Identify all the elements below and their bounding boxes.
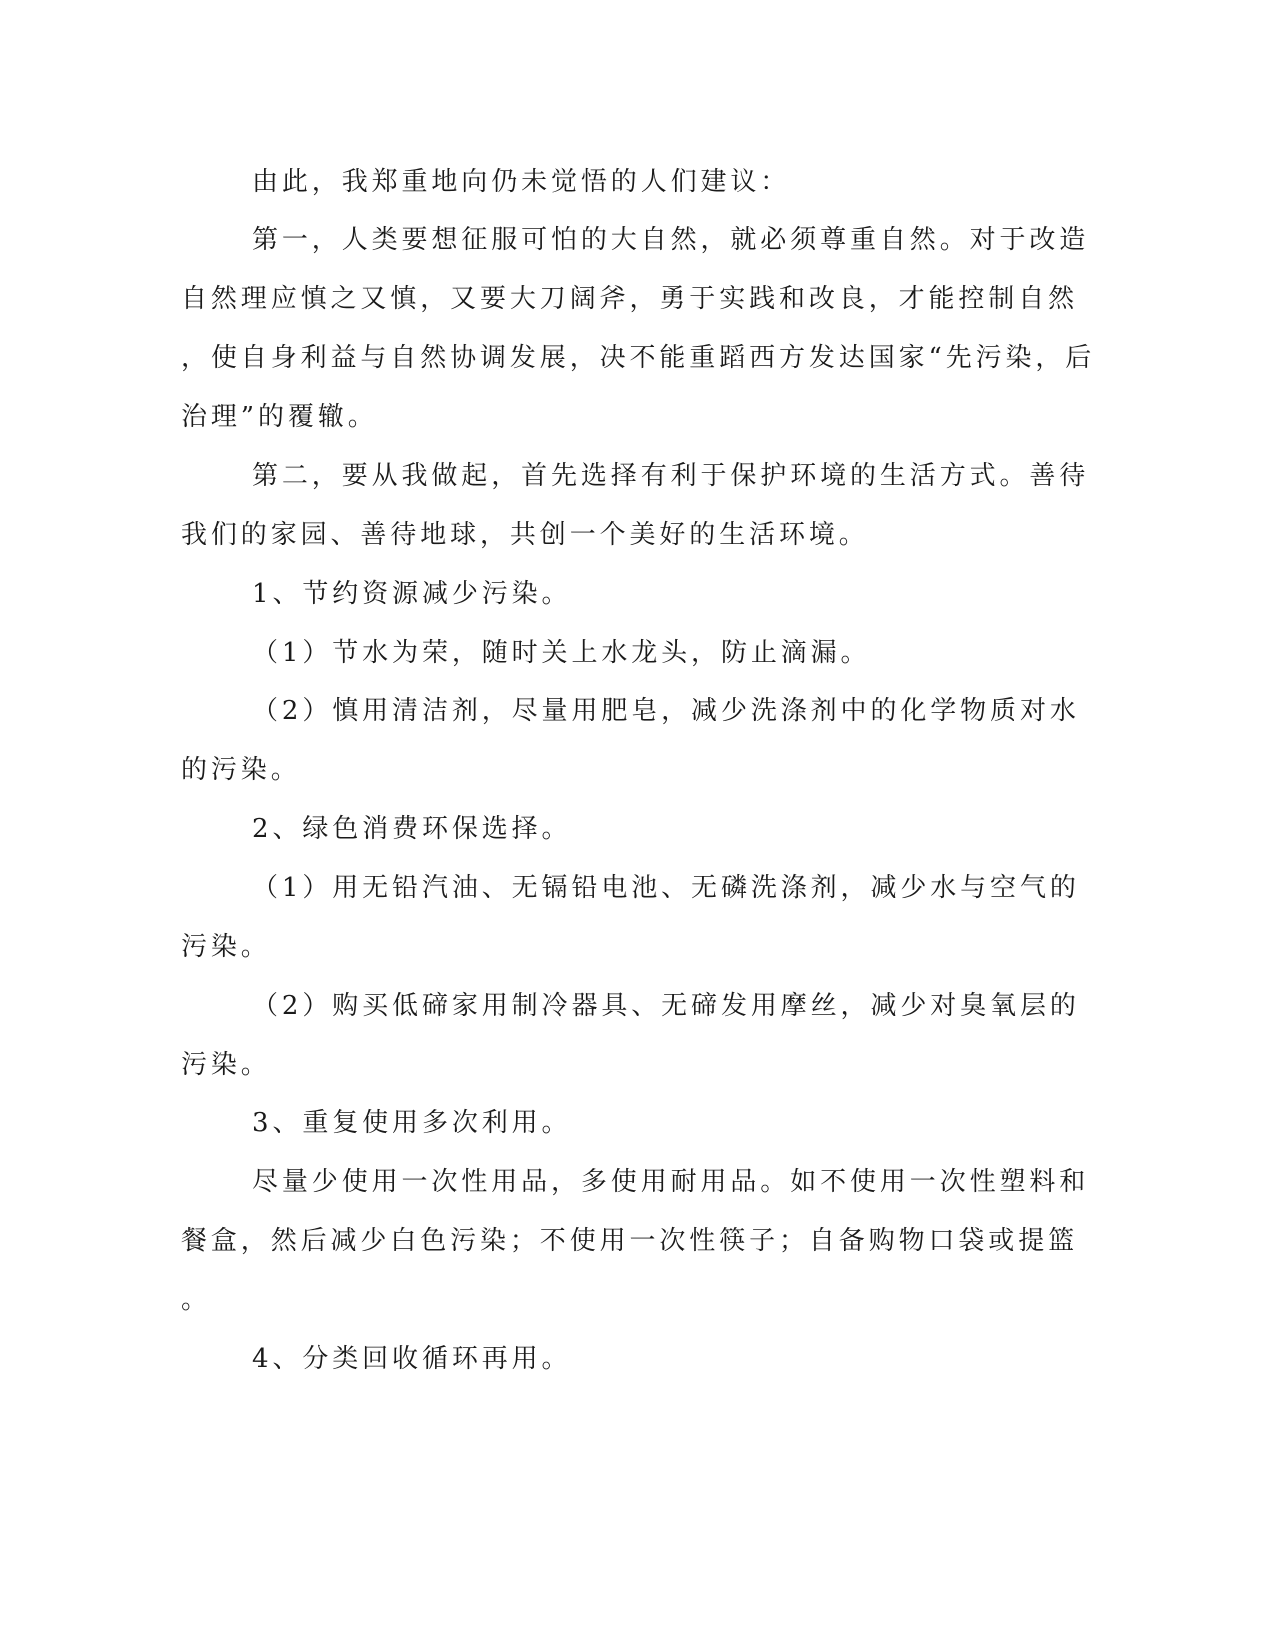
text-line: 污染。 <box>181 1050 271 1080</box>
text-line: 第二，要从我做起，首先选择有利于保护环境的生活方式。善待 <box>252 461 1090 491</box>
text-line: 尽量少使用一次性用品，多使用耐用品。如不使用一次性塑料和 <box>252 1167 1090 1197</box>
text-line: （1）节水为荣，随时关上水龙头，防止滴漏。 <box>252 638 871 668</box>
text-line: 4、分类回收循环再用。 <box>252 1344 572 1374</box>
text-line: 1、节约资源减少污染。 <box>252 579 572 609</box>
text-line: 由此，我郑重地向仍未觉悟的人们建议： <box>252 167 791 197</box>
text-line: 我们的家园、善待地球，共创一个美好的生活环境。 <box>181 520 869 550</box>
text-line: ，使自身利益与自然协调发展，决不能重蹈西方发达国家“先污染，后 <box>181 343 1096 373</box>
text-line: 的污染。 <box>181 755 301 785</box>
text-line: （1）用无铅汽油、无镉铅电池、无磷洗涤剂，减少水与空气的 <box>252 873 1080 903</box>
text-line: （2）慎用清洁剂，尽量用肥皂，减少洗涤剂中的化学物质对水 <box>252 696 1080 726</box>
text-line: 。 <box>181 1285 211 1315</box>
text-line: 自然理应慎之又慎，又要大刀阔斧，勇于实践和改良，才能控制自然 <box>181 284 1079 314</box>
text-line: 3、重复使用多次利用。 <box>252 1108 572 1138</box>
text-line: 污染。 <box>181 932 271 962</box>
text-line: （2）购买低碲家用制冷器具、无碲发用摩丝，减少对臭氧层的 <box>252 991 1080 1021</box>
text-line: 2、绿色消费环保选择。 <box>252 814 572 844</box>
text-line: 治理”的覆辙。 <box>181 402 378 432</box>
text-line: 第一，人类要想征服可怕的大自然，就必须尊重自然。对于改造 <box>252 225 1090 255</box>
text-line: 餐盒，然后减少白色污染；不使用一次性筷子；自备购物口袋或提篮 <box>181 1226 1079 1256</box>
